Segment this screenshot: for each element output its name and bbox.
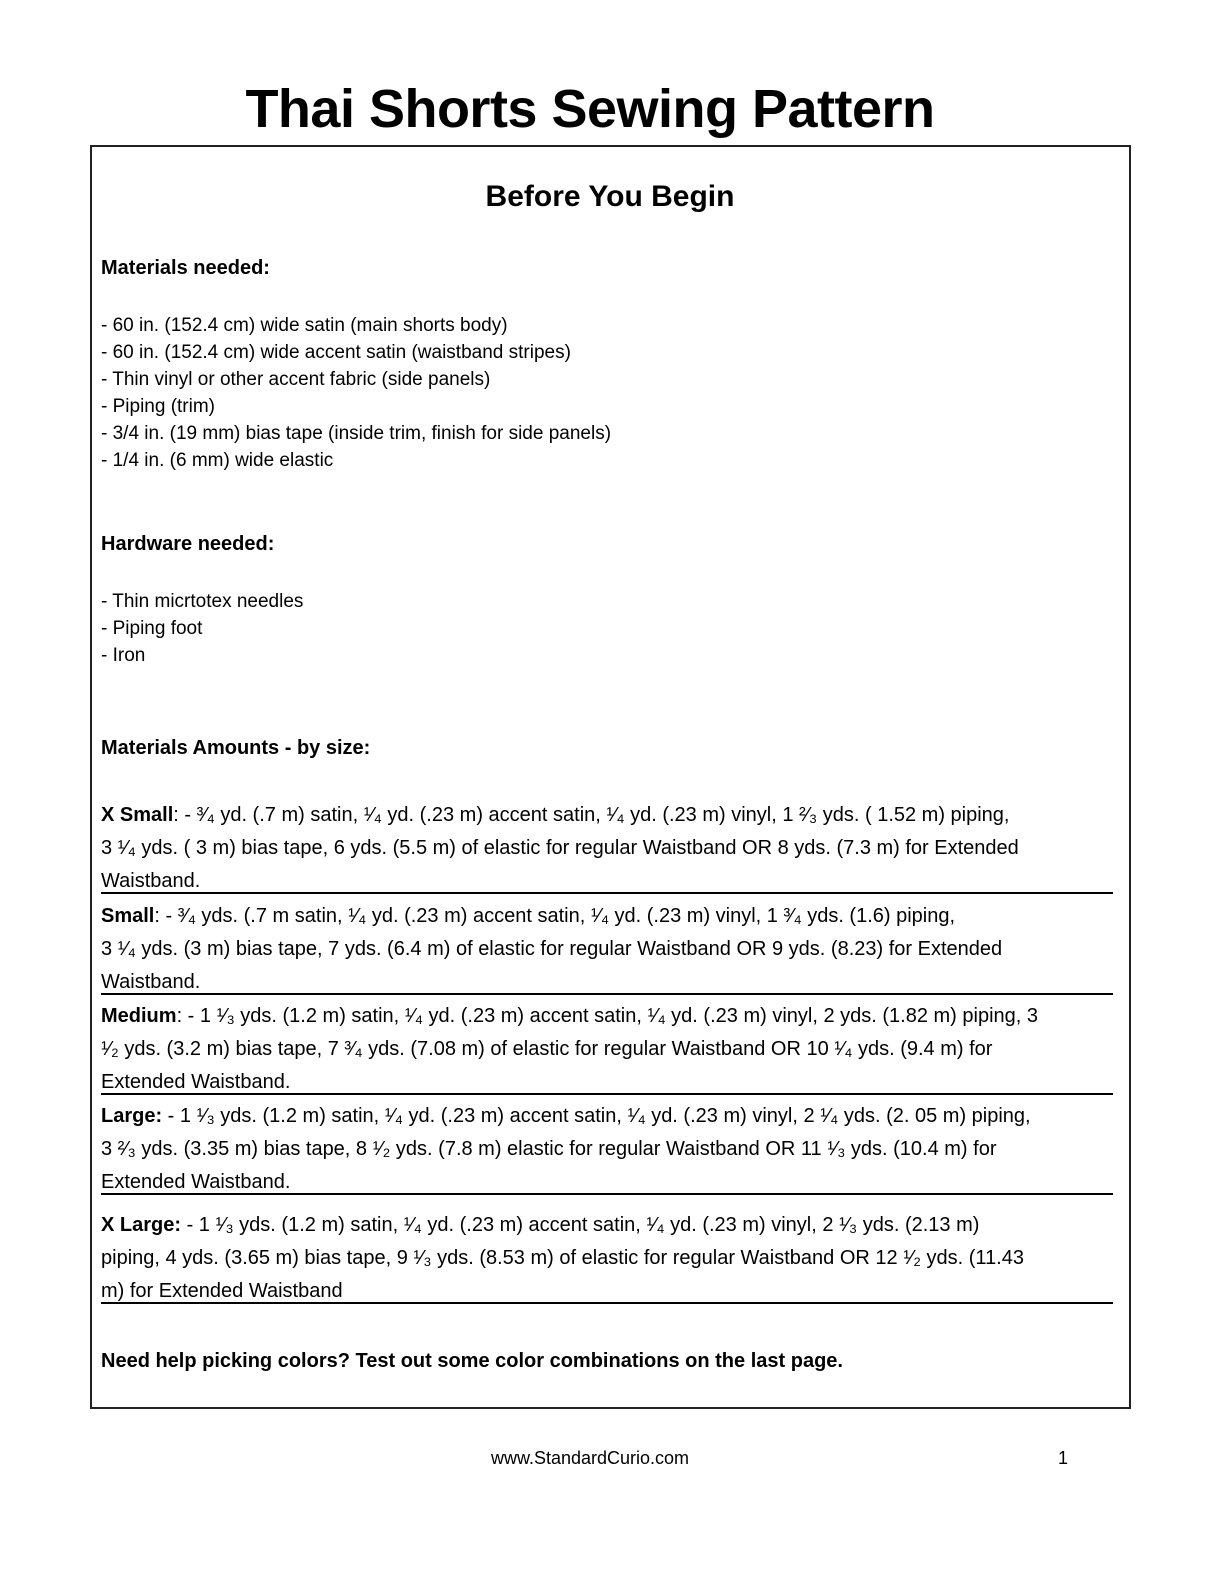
size-line: Extended Waistband. <box>101 1071 291 1093</box>
size-text: - 1 ¹⁄₃ yds. (1.2 m) satin, ¹⁄₄ yd. (.23 m) accent satin, ¹⁄₄ yd. (.23 m) vinyl, 2 ¹⁄₃ yds. (2.13 m) <box>181 1214 980 1236</box>
size-line <box>101 799 1131 832</box>
list-item: - 60 in. (152.4 cm) wide satin (main shorts body) <box>101 315 508 336</box>
size-name: X Small <box>101 804 174 826</box>
list-item: - Thin micrtotex needles <box>101 591 304 612</box>
size-entry-x-large <box>101 1209 1131 1308</box>
size-line: m) for Extended Waistband <box>101 1280 343 1302</box>
size-line: Waistband. <box>101 971 201 993</box>
size-line: 3 ²⁄₃ yds. (3.35 m) bias tape, 8 ¹⁄₂ yds. (7.8 m) elastic for regular Waistband OR 11 ¹⁄₃ yds. (10.4 m) for <box>101 1138 997 1160</box>
list-item: - 3/4 in. (19 mm) bias tape (inside trim, finish for side panels) <box>101 423 612 444</box>
size-name: Small <box>101 905 155 927</box>
size-name: Medium <box>101 1005 177 1027</box>
size-line: Extended Waistband. <box>101 1171 291 1193</box>
size-name: Large: <box>101 1105 163 1127</box>
list-item: - 60 in. (152.4 cm) wide accent satin (waistband stripes) <box>101 342 571 363</box>
size-name: X Large: <box>101 1214 182 1236</box>
list-item: - Piping foot <box>101 618 203 639</box>
size-text: : - 1 ¹⁄₃ yds. (1.2 m) satin, ¹⁄₄ yd. (.23 m) accent satin, ¹⁄₄ yd. (.23 m) vinyl, 2 yds. (1.82 m) piping, 3 <box>176 1005 1038 1027</box>
hardware-label: Hardware needed: <box>101 533 275 555</box>
divider <box>101 1302 1113 1304</box>
materials-list <box>101 312 611 474</box>
footer-url: www.StandardCurio.com <box>490 1448 690 1468</box>
size-line <box>101 1000 1131 1033</box>
size-line: 3 ¹⁄₄ yds. ( 3 m) bias tape, 6 yds. (5.5 m) of elastic for regular Waistband OR 8 yds. (7.3 m) for Extended <box>101 837 1019 859</box>
list-item: - Thin vinyl or other accent fabric (side panels) <box>101 369 491 390</box>
size-line <box>101 1209 1131 1242</box>
size-text: : - ³⁄₄ yd. (.7 m) satin, ¹⁄₄ yd. (.23 m) accent satin, ¹⁄₄ yd. (.23 m) vinyl, 1 ²⁄₃ yds. ( 1.52 m) piping, <box>173 804 1010 826</box>
size-text: : - ³⁄₄ yds. (.7 m satin, ¹⁄₄ yd. (.23 m) accent satin, ¹⁄₄ yd. (.23 m) vinyl, 1 ³⁄₄ yds. (1.6) piping, <box>154 905 956 927</box>
amounts-label: Materials Amounts - by size: <box>101 737 371 759</box>
section-heading: Before You Begin <box>485 180 735 213</box>
size-entry-medium <box>101 1000 1131 1099</box>
hardware-list <box>101 588 303 669</box>
size-text: - 1 ¹⁄₃ yds. (1.2 m) satin, ¹⁄₄ yd. (.23 m) accent satin, ¹⁄₄ yd. (.23 m) vinyl, 2 ¹⁄₄ yds. (2. 05 m) piping, <box>162 1105 1031 1127</box>
divider <box>101 892 1113 894</box>
list-item: - 1/4 in. (6 mm) wide elastic <box>101 450 334 471</box>
size-line: Waistband. <box>101 870 201 892</box>
size-entry-large <box>101 1100 1131 1199</box>
size-line: piping, 4 yds. (3.65 m) bias tape, 9 ¹⁄₃ yds. (8.53 m) of elastic for regular Waistband OR 12 ¹⁄₂ yds. (11.43 <box>101 1247 1024 1269</box>
size-line: ¹⁄₂ yds. (3.2 m) bias tape, 7 ³⁄₄ yds. (7.08 m) of elastic for regular Waistband OR 10 ¹⁄₄ yds. (9.4 m) for <box>101 1038 993 1060</box>
list-item: - Iron <box>101 645 146 666</box>
list-item: - Piping (trim) <box>101 396 216 417</box>
page-title: Thai Shorts Sewing Pattern <box>245 79 935 139</box>
color-tip: Need help picking colors? Test out some color combinations on the last page. <box>101 1350 843 1372</box>
page-number: 1 <box>1058 1448 1069 1468</box>
size-entry-small <box>101 900 1131 999</box>
divider <box>101 1093 1113 1095</box>
materials-label: Materials needed: <box>101 257 270 279</box>
size-line <box>101 1100 1131 1133</box>
size-entry-x-small <box>101 799 1131 898</box>
size-line <box>101 900 1131 933</box>
divider <box>101 993 1113 995</box>
size-line: 3 ¹⁄₄ yds. (3 m) bias tape, 7 yds. (6.4 m) of elastic for regular Waistband OR 9 yds. (8.23) for Extended <box>101 938 1003 960</box>
divider <box>101 1193 1113 1195</box>
